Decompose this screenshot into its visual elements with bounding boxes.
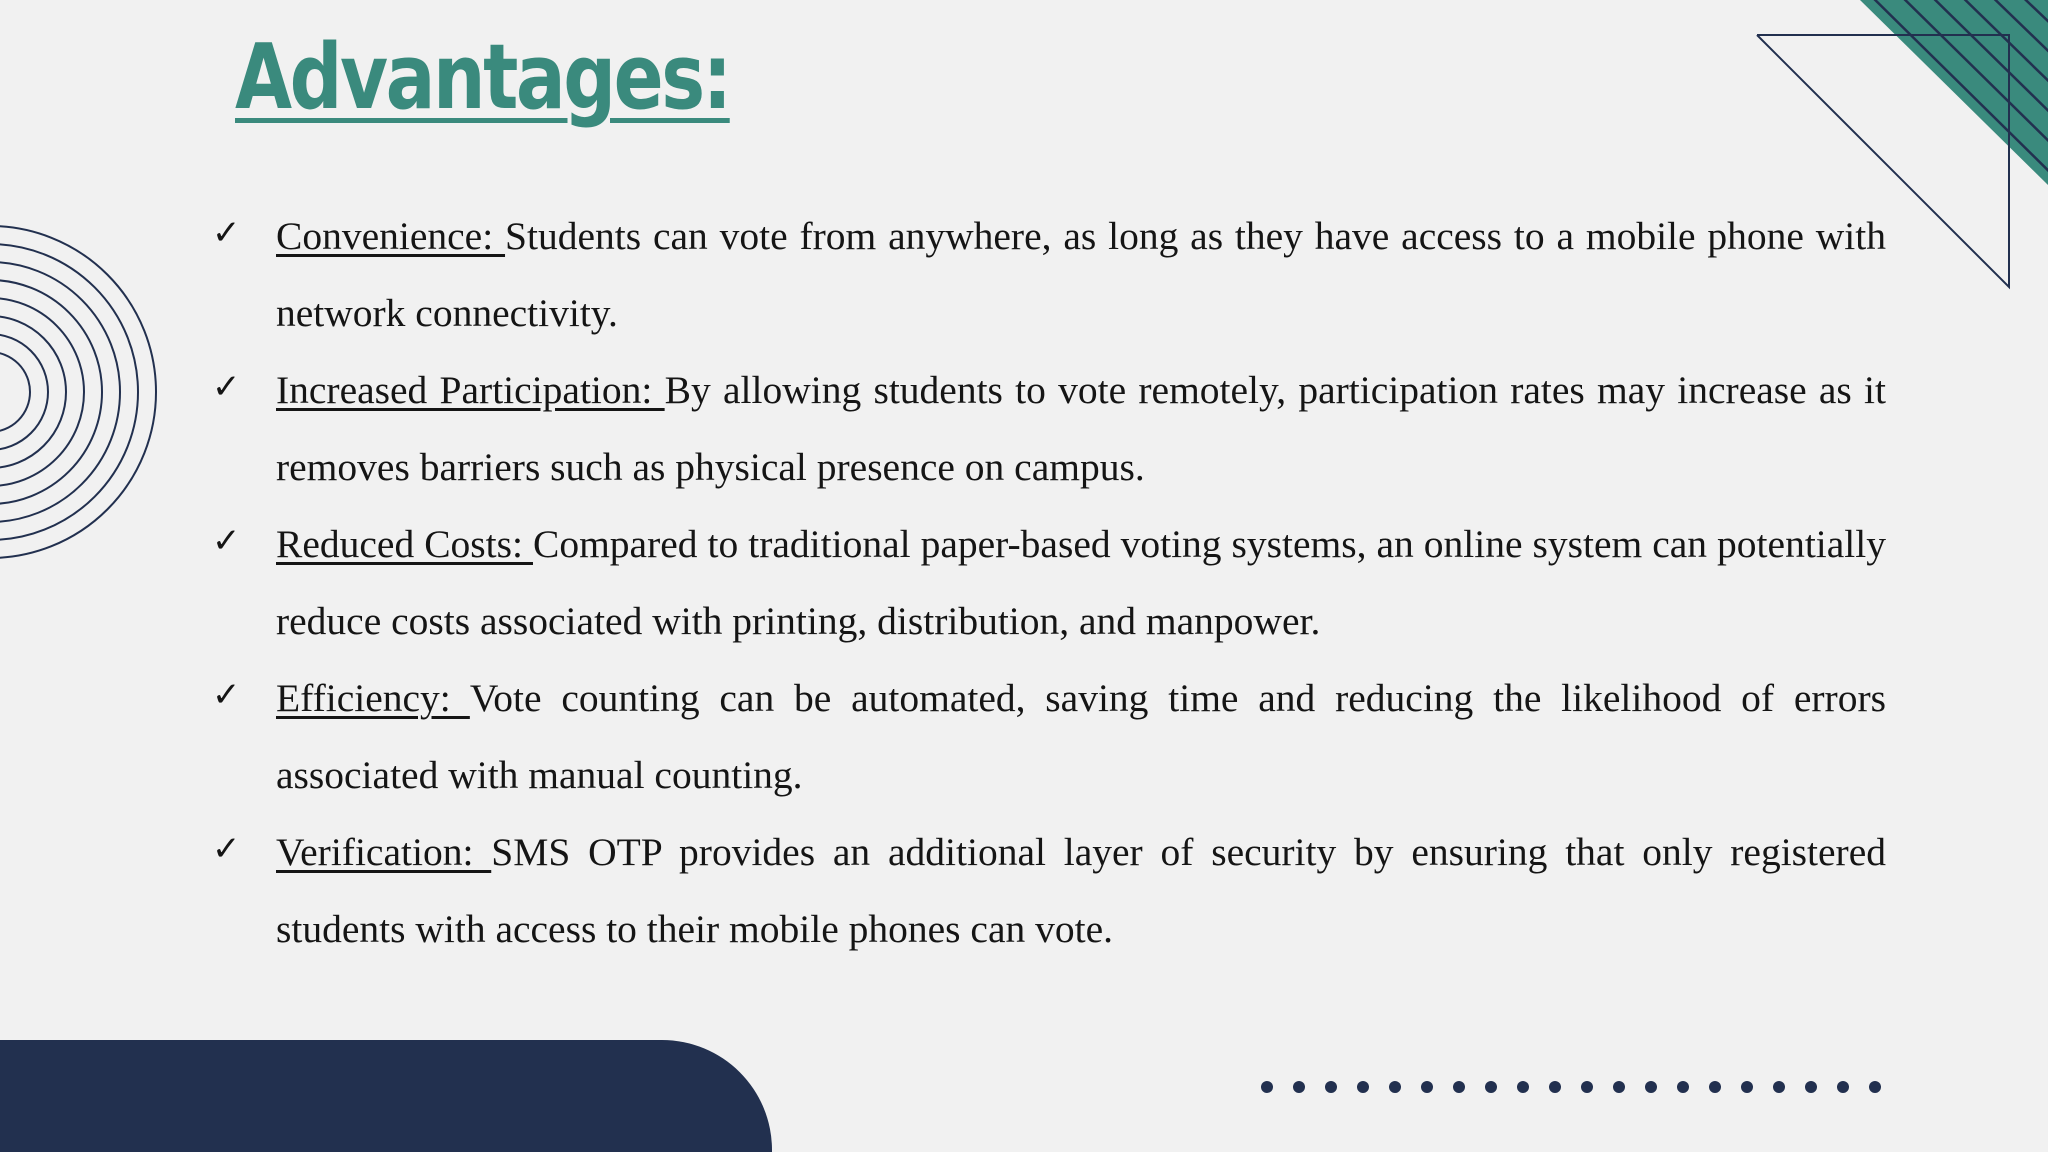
advantage-description: SMS OTP provides an additional layer of security by ensuring that only registered students with access to their mobile phones can vote.	[276, 830, 1886, 951]
advantage-term: Reduced Costs:	[276, 522, 533, 566]
list-item	[212, 352, 1886, 506]
advantage-description: Students can vote from anywhere, as long as they have access to a mobile phone with network connectivity.	[276, 214, 1886, 335]
check-mark-icon: ✓	[212, 521, 241, 561]
advantage-term: Verification:	[276, 830, 492, 874]
advantage-description: Compared to traditional paper-based voting systems, an online system can potentially reduce costs associated with printing, distribution, and manpower.	[276, 522, 1886, 643]
check-mark-icon: ✓	[212, 367, 241, 407]
advantages-list	[212, 198, 1886, 968]
list-item	[212, 506, 1886, 660]
navy-rounded-block-decoration	[0, 1040, 772, 1152]
check-mark-icon: ✓	[212, 213, 241, 253]
advantage-term: Convenience:	[276, 214, 506, 258]
list-item	[212, 814, 1886, 968]
advantage-description: By allowing students to vote remotely, participation rates may increase as it removes barriers such as physical presence on campus.	[276, 368, 1887, 489]
list-item	[212, 660, 1886, 814]
list-item	[212, 198, 1886, 352]
advantage-term: Increased Participation:	[276, 368, 665, 412]
dot-row-decoration	[1255, 1077, 1895, 1097]
advantage-term: Efficiency:	[276, 676, 470, 720]
advantage-description: Vote counting can be automated, saving time and reducing the likelihood of errors associated with manual counting.	[276, 676, 1886, 797]
slide-title: Advantages:	[235, 25, 730, 130]
concentric-arcs-decoration	[0, 110, 170, 670]
check-mark-icon: ✓	[212, 675, 241, 715]
check-mark-icon: ✓	[212, 829, 241, 869]
